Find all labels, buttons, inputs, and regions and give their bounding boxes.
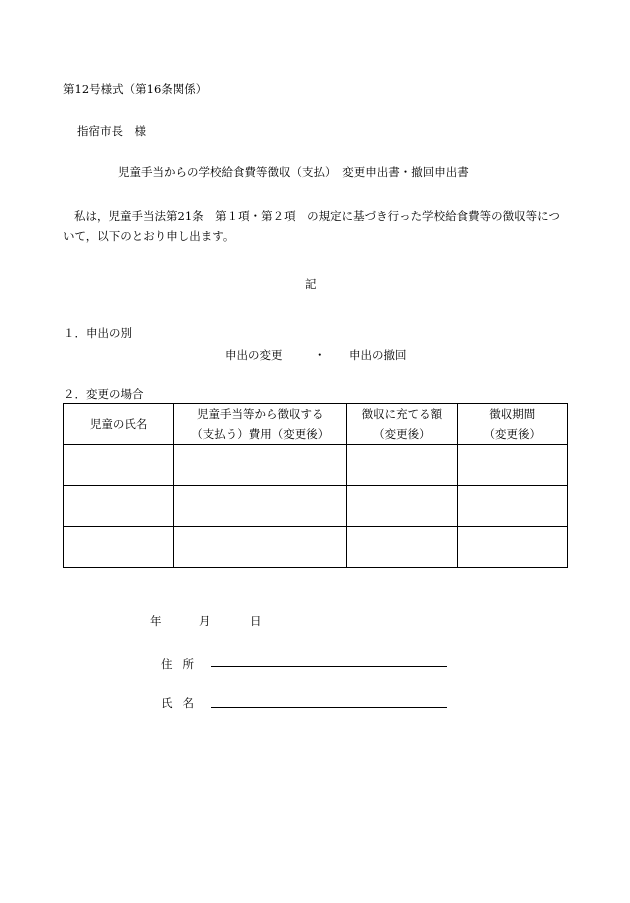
table-row — [64, 486, 568, 527]
table-cell[interactable] — [64, 445, 174, 486]
body-text — [63, 206, 563, 246]
table-cell[interactable] — [174, 486, 347, 527]
table-cell[interactable] — [457, 486, 567, 527]
header-child-name: 児童の氏名 — [64, 404, 174, 445]
table-cell[interactable] — [347, 527, 457, 568]
date-day-label: 日 — [250, 614, 262, 628]
addressee: 指宿市長 様 — [77, 124, 146, 138]
ki-heading: 記 — [305, 277, 317, 291]
table-cell[interactable] — [457, 527, 567, 568]
section1-heading: １．申出の別 — [63, 326, 132, 340]
table-cell[interactable] — [174, 527, 347, 568]
address-label: 住所 — [161, 657, 204, 671]
name-label: 氏名 — [161, 696, 204, 710]
table-cell[interactable] — [457, 445, 567, 486]
table-cell[interactable] — [64, 527, 174, 568]
header-amount: 徴収に充てる額 （変更後） — [347, 404, 457, 445]
form-number: 第12号様式（第16条関係） — [63, 82, 208, 96]
option-withdraw[interactable]: 申出の撤回 — [349, 348, 407, 362]
name-field[interactable] — [211, 707, 447, 708]
date-year-label: 年 — [150, 614, 162, 628]
date-month-label: 月 — [199, 614, 211, 628]
table-cell[interactable] — [64, 486, 174, 527]
document-title: 児童手当からの学校給食費等徴収（支払） 変更申出書・撤回申出書 — [118, 165, 469, 179]
table-cell[interactable] — [347, 445, 457, 486]
table-row — [64, 527, 568, 568]
table-cell[interactable] — [174, 445, 347, 486]
address-field[interactable] — [211, 666, 447, 667]
body-paragraph: 私は，児童手当法第21条 第１項・第２項 の規定に基づき行った学校給食費等の徴収等について，以下のとおり申し出ます。 — [63, 209, 560, 243]
table-cell[interactable] — [347, 486, 457, 527]
option-separator: ・ — [314, 348, 326, 362]
header-period: 徴収期間 （変更後） — [457, 404, 567, 445]
table-row — [64, 445, 568, 486]
option-change[interactable]: 申出の変更 — [225, 348, 283, 362]
table-header-row — [64, 404, 568, 445]
header-cost: 児童手当等から徴収する （支払う）費用（変更後） — [174, 404, 347, 445]
change-table — [63, 403, 568, 568]
section2-heading: ２．変更の場合 — [63, 387, 144, 401]
